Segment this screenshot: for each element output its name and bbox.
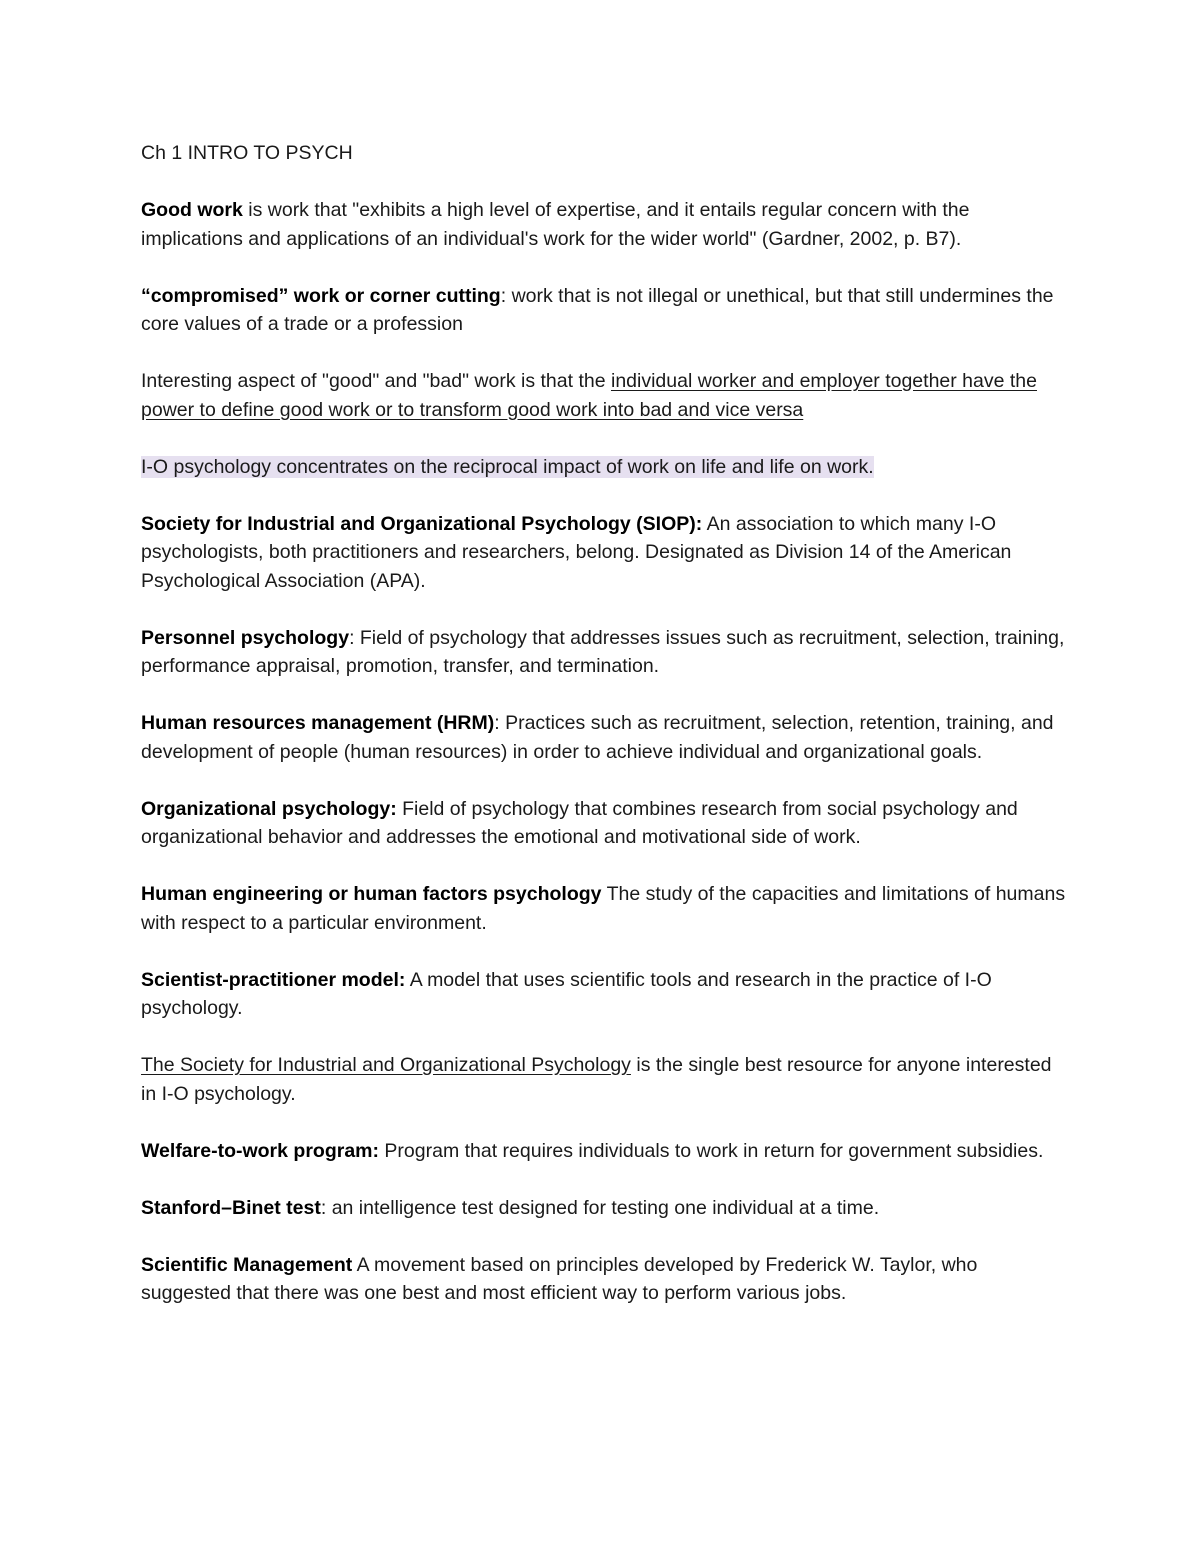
paragraph-io-highlight	[141, 453, 1066, 482]
definition-human-engineering	[141, 880, 1066, 937]
term-organizational-psychology: Organizational psychology:	[141, 797, 397, 820]
term-scientist-practitioner: Scientist-practitioner model:	[141, 968, 406, 991]
definition-compromised-work	[141, 282, 1066, 339]
definition-scientific-management	[141, 1251, 1066, 1308]
document-body	[141, 139, 1066, 1336]
definition-text: : an intelligence test designed for testing one individual at a time.	[320, 1196, 880, 1219]
document-title: Ch 1 INTRO TO PSYCH	[141, 142, 353, 164]
underlined-text: individual worker and employer together have the power to define good work or to transform good work into bad and vice versa	[141, 370, 1037, 421]
definition-hrm	[141, 709, 1066, 766]
siop-link[interactable]: The Society for Industrial and Organizational Psychology	[141, 1054, 631, 1076]
term-hrm: Human resources management (HRM)	[141, 712, 495, 734]
definition-text: Program that requires individuals to work in return for government subsidies.	[379, 1139, 1044, 1162]
definition-text: is work that "exhibits a high level of expertise, and it entails regular concern with the implications and applications of an individual's work for the wider world" (Gardner, 2002, p. B7).	[141, 199, 970, 250]
paragraph-siop-resource	[141, 1051, 1066, 1108]
definition-text: Field of psychology that combines research from social psychology and organizational behavior and addresses the emotional and motivational side of work.	[141, 797, 1018, 848]
definition-text: : work that is not illegal or unethical, but that still undermines the core values of a trade or a profession	[141, 284, 1054, 335]
term-compromised-work: “compromised” work or corner cutting	[141, 284, 501, 307]
term-stanford-binet: Stanford–Binet test	[141, 1196, 321, 1219]
definition-personnel-psychology	[141, 624, 1066, 681]
term-good-work: Good work	[141, 199, 243, 221]
paragraph-text: Interesting aspect of "good" and "bad" work is that the	[141, 370, 611, 392]
definition-text: : Field of psychology that addresses issues such as recruitment, selection, training, performance appraisal, promotion, transfer, and termination.	[141, 626, 1065, 677]
definition-text: An association to which many I-O psychologists, both practitioners and researchers, belong. Designated as Division 14 of the American Psychological Association (APA).	[141, 512, 1012, 592]
term-personnel-psychology: Personnel psychology	[141, 626, 350, 649]
definition-organizational-psychology	[141, 795, 1066, 852]
definition-text: A movement based on principles developed by Frederick W. Taylor, who suggested that there was one best and most efficient way to perform various jobs.	[141, 1253, 978, 1304]
term-human-engineering: Human engineering or human factors psychology	[141, 883, 602, 905]
definition-good-work	[141, 196, 1066, 253]
term-welfare-to-work: Welfare-to-work program:	[141, 1139, 379, 1162]
definition-text: The study of the capacities and limitations of humans with respect to a particular environment.	[141, 883, 1066, 934]
definition-text: A model that uses scientific tools and research in the practice of I-O psychology.	[141, 968, 992, 1019]
definition-scientist-practitioner	[141, 966, 1066, 1023]
definition-siop	[141, 510, 1066, 596]
definition-stanford-binet	[141, 1194, 1066, 1223]
paragraph-interesting-aspect	[141, 367, 1066, 424]
highlighted-text: I-O psychology concentrates on the reciprocal impact of work on life and life on work.	[141, 455, 874, 478]
definition-text: : Practices such as recruitment, selection, retention, training, and development of people (human resources) in order to achieve individual and organizational goals.	[141, 712, 1054, 763]
term-siop: Society for Industrial and Organizational Psychology (SIOP):	[141, 512, 703, 535]
definition-welfare-to-work	[141, 1137, 1066, 1166]
paragraph-text: is the single best resource for anyone interested in I-O psychology.	[141, 1054, 1052, 1105]
term-scientific-management: Scientific Management	[141, 1253, 353, 1276]
